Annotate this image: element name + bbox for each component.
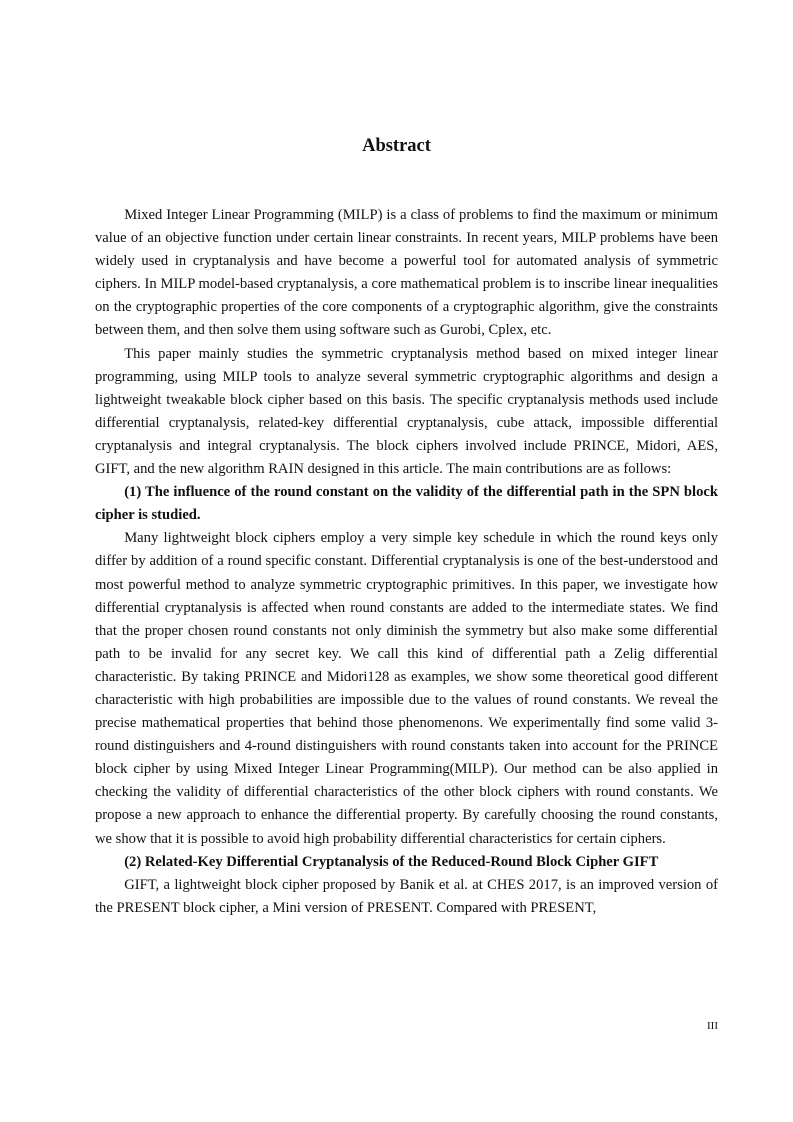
paragraph-milp-intro: Mixed Integer Linear Programming (MILP) is a class of problems to find the maximum or minimum value of an objective function under certain linear constraints. In recent years, MILP problems have been widely used in cryptanalysis and have become a powerful tool for automated analysis of symmetric ciphers. In MILP model-based cryptanalysis, a core mathematical problem is to inscribe linear inequalities on the cryptographic properties of the core components of a cryptographic algorithm, give the constraints between them, and then solve them using software such as Gurobi, Cplex, etc.	[95, 207, 718, 339]
page-number: III	[707, 1020, 718, 1032]
paragraph-gift: GIFT, a lightweight block cipher proposed by Banik et al. at CHES 2017, is an improved version of the PRESENT block cipher, a Mini version of PRESENT. Compared with PRESENT,	[95, 876, 718, 916]
abstract-body	[95, 204, 718, 920]
paragraph-round-constant: Many lightweight block ciphers employ a very simple key schedule in which the round keys only differ by addition of a round specific constant. Differential cryptanalysis is one of the best-understood and most powerful method to analyze symmetric cryptographic primitives. In this paper, we investigate how differential cryptanalysis is affected when round constants are added to the intermediate states. We find that the proper chosen round constants not only diminish the symmetry but also make some differential path to be invalid for any secret key. We call this kind of differential path a Zelig differential characteristic. By taking PRINCE and Midori128 as examples, we show some theoretical good different characteristic with high probabilities are impossible due to the values of round constants. We reveal the precise mathematical properties that behind those phenomenons. We experimentally find some valid 3-round distinguishers and 4-round distinguishers with round constants taken into account for the PRINCE block cipher by using Mixed Integer Linear Programming(MILP). Our method can be also applied in checking the validity of differential characteristics of the other block ciphers with round constants. We propose a new approach to enhance the differential property. By carefully choosing the round constants, we show that it is possible to avoid high probability differential characteristics for certain ciphers.	[95, 530, 718, 847]
contribution-heading-2: (2) Related-Key Differential Cryptanalysis of the Reduced-Round Block Cipher GIFT	[124, 853, 659, 870]
page-title: Abstract	[362, 136, 431, 156]
contribution-heading-1: (1) The influence of the round constant on the validity of the differential path in the SPN block cipher is studied.	[95, 484, 718, 524]
paragraph-paper-overview: This paper mainly studies the symmetric cryptanalysis method based on mixed integer linear programming, using MILP tools to analyze several symmetric cryptographic algorithms and design a lightweight tweakable block cipher based on this basis. The specific cryptanalysis methods used include differential cryptanalysis, related-key differential cryptanalysis, cube attack, impossible differential cryptanalysis and integral cryptanalysis. The block ciphers involved include PRINCE, Midori, AES, GIFT, and the new algorithm RAIN designed in this article. The main contributions are as follows:	[95, 345, 718, 478]
